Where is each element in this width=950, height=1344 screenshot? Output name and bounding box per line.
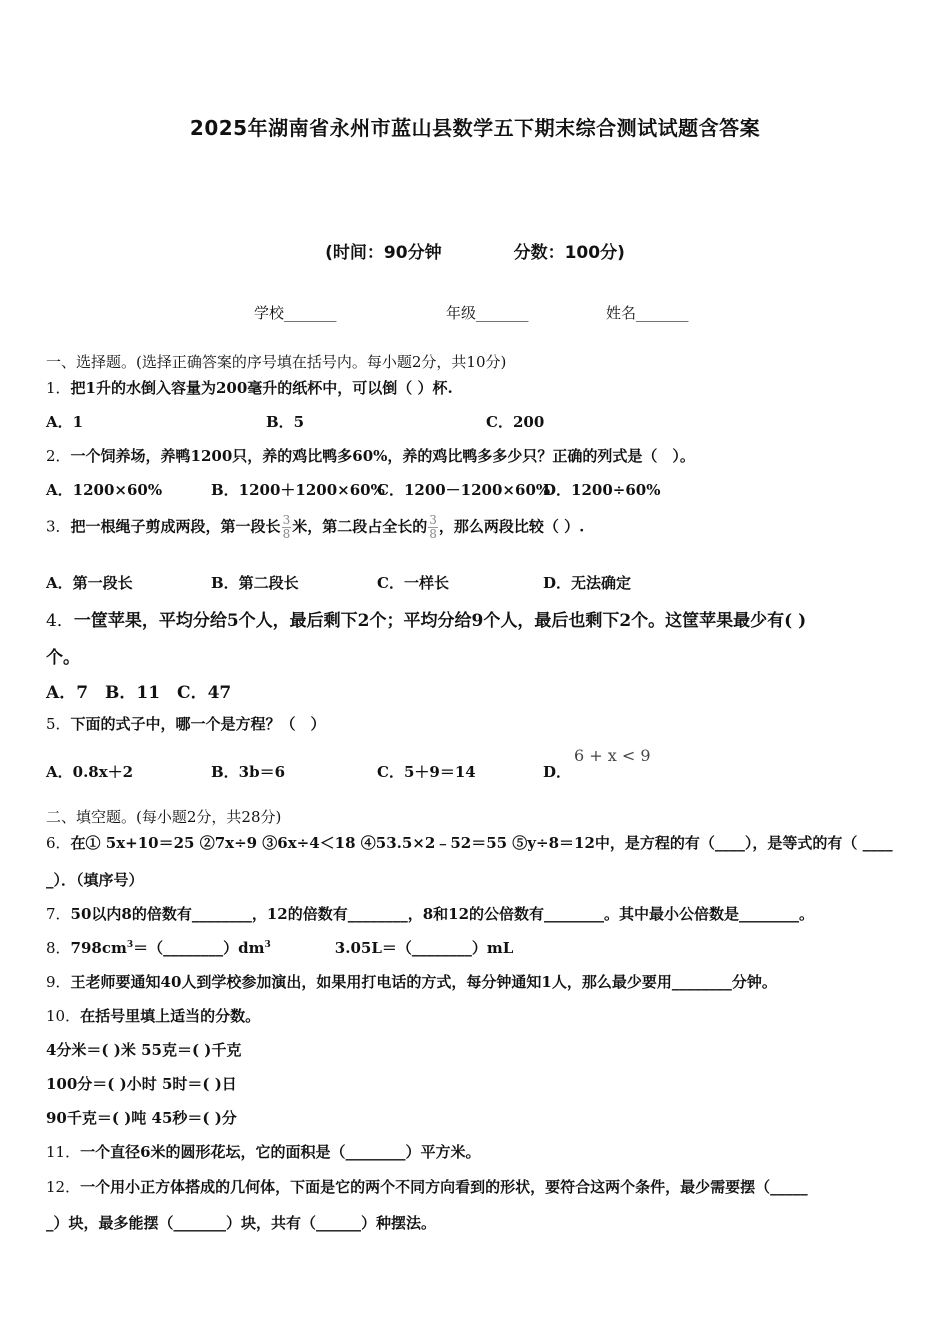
question-number: 9． bbox=[46, 973, 71, 991]
question-number: 8． bbox=[46, 939, 71, 957]
question-text: 在① 5x+10＝25 ②7x÷9 ③6x÷4＜18 ④53.5×2﹣52＝55 ⑤y÷8＝12中，是方程的有（____），是等式的有（ ____ bbox=[70, 834, 893, 852]
exam-meta bbox=[0, 238, 950, 263]
q10-row-2: 100分＝( )小时 5时＝( )日 bbox=[46, 1075, 237, 1093]
grade-field[interactable]: 年级_______ bbox=[446, 304, 529, 322]
superscript: 3 bbox=[264, 940, 271, 950]
q8-part2: ＝（________）dm bbox=[133, 939, 265, 957]
question-9 bbox=[46, 971, 777, 992]
question-text: 50以内8的倍数有________，12的倍数有________，8和12的公倍数有________。其中最小公倍数是________。 bbox=[70, 905, 815, 923]
question-number: 2． bbox=[46, 447, 71, 465]
q5-option-d[interactable]: D． bbox=[543, 763, 572, 781]
question-number: 4． bbox=[46, 611, 74, 631]
q5-option-a[interactable]: A．0.8x＋2 bbox=[46, 763, 134, 781]
question-text-part1: 把一根绳子剪成两段，第一段长 bbox=[70, 517, 281, 536]
question-text: 下面的式子中，哪一个是方程？（ ） bbox=[70, 715, 326, 733]
question-number: 6． bbox=[46, 834, 71, 852]
q3-option-b[interactable]: B．第二段长 bbox=[211, 574, 299, 592]
question-text-part2: 米，第二段占全长的 bbox=[292, 517, 428, 536]
question-6 bbox=[46, 832, 893, 853]
question-5 bbox=[46, 713, 326, 734]
q5-option-d-expression: 6 + x < 9 bbox=[574, 746, 651, 765]
question-number: 7． bbox=[46, 905, 71, 923]
fraction-three-eighths bbox=[282, 514, 292, 541]
score-label: 分数：100分) bbox=[513, 243, 625, 263]
superscript: 3 bbox=[126, 940, 134, 950]
section2-heading: 二、填空题。(每小题2分，共28分) bbox=[46, 808, 282, 826]
question-text-part3: ，那么两段比较（ ）. bbox=[438, 517, 585, 536]
fraction-numerator: 3 bbox=[282, 513, 291, 527]
question-number: 1． bbox=[46, 379, 71, 397]
q3-option-a[interactable]: A．第一段长 bbox=[46, 574, 133, 592]
school-field[interactable]: 学校_______ bbox=[254, 304, 337, 322]
question-6-continued: _）．（填序号） bbox=[46, 871, 144, 889]
q3-option-c[interactable]: C．一样长 bbox=[377, 574, 449, 592]
section1-heading: 一、选择题。(选择正确答案的序号填在括号内。每小题2分，共10分) bbox=[46, 353, 507, 371]
question-12-continued: _）块，最多能摆（_______）块，共有（______）种摆法。 bbox=[46, 1214, 437, 1232]
fraction-denominator: 8 bbox=[429, 527, 437, 541]
question-number: 12． bbox=[46, 1178, 81, 1196]
fraction-denominator: 8 bbox=[282, 527, 291, 541]
question-12 bbox=[46, 1176, 808, 1197]
question-number: 5． bbox=[46, 715, 71, 733]
question-text: 一筐苹果，平均分给5个人，最后剩下2个；平均分给9个人，最后也剩下2个。这筐苹果最少有( ) bbox=[73, 611, 807, 631]
q1-option-a[interactable]: A．1 bbox=[46, 413, 84, 431]
question-text: 王老师要通知40人到学校参加演出，如果用打电话的方式，每分钟通知1人，那么最少要用________分钟。 bbox=[70, 973, 777, 991]
question-4-continued: 个。 bbox=[46, 648, 80, 668]
question-text: 一个用小正方体搭成的几何体，下面是它的两个不同方向看到的形状，要符合这两个条件，最少需要摆（_____ bbox=[80, 1178, 808, 1196]
fraction-three-eighths bbox=[428, 514, 438, 541]
name-field[interactable]: 姓名_______ bbox=[606, 304, 689, 322]
time-label: (时间：90分钟 bbox=[325, 243, 442, 263]
question-11 bbox=[46, 1141, 481, 1162]
q2-option-d[interactable]: D．1200÷60% bbox=[543, 481, 661, 499]
question-number: 11． bbox=[46, 1143, 81, 1161]
question-text: 一个直径6米的圆形花坛，它的面积是（________）平方米。 bbox=[80, 1143, 481, 1161]
q10-row-1: 4分米＝( )米 55克＝( )千克 bbox=[46, 1041, 242, 1059]
q2-option-b[interactable]: B．1200＋1200×60% bbox=[211, 481, 385, 499]
question-text: 一个饲养场，养鸭1200只，养的鸡比鸭多60%，养的鸡比鸭多多少只？正确的列式是（ ）。 bbox=[70, 447, 695, 465]
q10-row-3: 90千克＝( )吨 45秒＝( )分 bbox=[46, 1109, 237, 1127]
question-2 bbox=[46, 445, 695, 466]
q3-option-d[interactable]: D．无法确定 bbox=[543, 574, 632, 592]
q1-option-c[interactable]: C．200 bbox=[486, 413, 545, 431]
question-10 bbox=[46, 1005, 260, 1026]
q8-part3: 3.05L＝（________）mL bbox=[334, 939, 514, 957]
q4-options[interactable]: A．7 B．11 C．47 bbox=[46, 683, 232, 703]
q8-part1: 798cm bbox=[70, 939, 127, 957]
question-4 bbox=[46, 606, 806, 631]
q5-option-c[interactable]: C．5＋9＝14 bbox=[377, 763, 476, 781]
question-1 bbox=[46, 377, 453, 398]
q5-option-b[interactable]: B．3b＝6 bbox=[211, 763, 286, 781]
question-3 bbox=[46, 514, 584, 541]
q1-option-b[interactable]: B．5 bbox=[266, 413, 305, 431]
fraction-numerator: 3 bbox=[429, 513, 437, 527]
question-8 bbox=[46, 937, 513, 958]
question-text: 把1升的水倒入容量为200毫升的纸杯中，可以倒（ ）杯. bbox=[70, 379, 453, 397]
q2-option-c[interactable]: C．1200－1200×60% bbox=[377, 481, 551, 499]
page-title: 2025年湖南省永州市蓝山县数学五下期末综合测试试题含答案 bbox=[189, 116, 761, 140]
question-text: 在括号里填上适当的分数。 bbox=[80, 1007, 261, 1025]
question-number: 3． bbox=[46, 517, 71, 536]
question-7 bbox=[46, 903, 814, 924]
q2-option-a[interactable]: A．1200×60% bbox=[46, 481, 163, 499]
question-number: 10． bbox=[46, 1007, 81, 1025]
